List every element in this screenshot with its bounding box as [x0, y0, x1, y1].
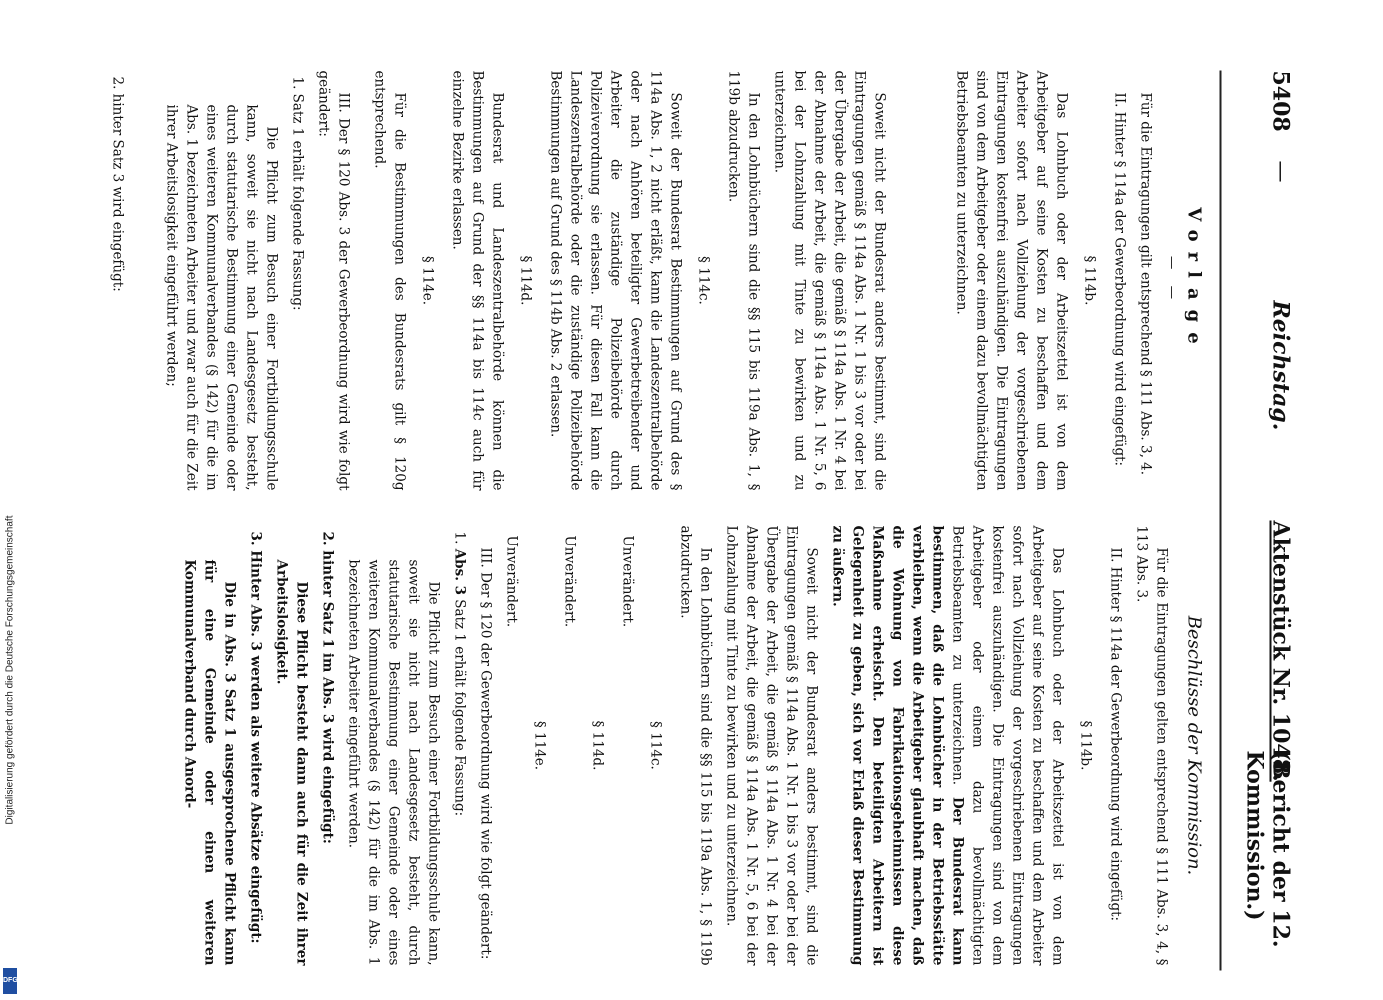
- quoted-text: Die in Abs. 3 Satz 1 ausgesprochene Pflicht kann für eine Gemeinde oder einen weiteren Kommunalverband durch Anord-: [181, 559, 237, 965]
- section-heading: § 114b.: [1081, 255, 1097, 305]
- section-heading: § 114d.: [517, 255, 533, 305]
- amendment-text: Der Bundesrat kann bestimmen, daß die Lohnbücher in der Betriebsstätte verbleiben, wenn die Arbeitgeber glaubhaft machen, daß die Wohnung von Fabrikationsgeheimnissen diese Maßnahme erheischt. Den beteiligten Arbeitern ist Gelegenheit zu geben, sich vor Erlaß dieser Bestimmung zu äußern.: [829, 525, 965, 965]
- paragraph: III. Der § 120 Abs. 3 der Gewerbeordnung wird wie folgt geändert:: [315, 70, 351, 490]
- paragraph: Bundesrat und Landeszentralbehörde können die Bestimmungen auf Grund der §§ 114a bis 114c auch für einzelne Bezirke erlassen.: [449, 70, 505, 490]
- section-heading: § 114e.: [531, 720, 547, 770]
- dfg-logo: DFG: [3, 968, 17, 994]
- credit-text: Digitalisierung gefördert durch die Deutsche Forschungsgemeinschaft: [4, 515, 16, 825]
- header-rule: [1219, 70, 1221, 970]
- section-heading: § 114c.: [695, 255, 711, 305]
- unchanged-note: Unverändert.: [619, 535, 635, 627]
- column-title-right: Beschlüsse der Kommission.: [1183, 615, 1204, 875]
- page-number: 5408: [1267, 70, 1293, 132]
- section-heading: § 114c.: [647, 720, 663, 770]
- paragraph: II. Hinter § 114a der Gewerbeordnung wird eingefügt:: [1111, 92, 1127, 466]
- section-heading: § 114e.: [419, 255, 435, 305]
- paragraph: Das Lohnbuch oder der Arbeitszettel ist von dem Arbeitgeber auf seine Kosten zu beschaffen und dem Arbeiter sofort nach Vollziehung der vorgeschriebenen Eintragungen kostenfrei auszuhändigen. Die Eintragungen sind von dem Arbeitgeber oder einem dazu bevollmächtigten Betriebsbeamten zu unterzeichnen. Der Bundesrat kann bestimmen, daß die Lohnbücher in der Betriebsstätte verbleiben, wenn die Arbeitgeber glaubhaft machen, daß die Wohnung von Fabrikationsgeheimnissen diese Maßnahme erheischt. Den beteiligten Arbeitern ist Gelegenheit zu geben, sich vor Erlaß dieser Bestimmung zu äußern.: [829, 525, 1065, 965]
- title-dash-left: — —: [1163, 255, 1179, 305]
- paragraph: Für die Bestimmungen des Bundesrats gilt § 120g entsprechend.: [371, 70, 407, 490]
- column-title-left: Vorlage: [1183, 206, 1204, 354]
- journal-title: Reichstag.: [1267, 300, 1293, 430]
- paragraph: In den Lohnbüchern sind die §§ 115 bis 119a Abs. 1, § 119b abzudrucken.: [677, 525, 713, 965]
- list-item: 1. Satz 1 erhält folgende Fassung:: [289, 76, 305, 311]
- paragraph: II. Hinter § 114a der Gewerbeordnung wird eingefügt:: [1107, 547, 1123, 921]
- header-dash: —: [1268, 160, 1293, 182]
- paragraph: Das Lohnbuch oder der Arbeitszettel ist von dem Arbeitgeber auf seine Kosten zu beschaffen und dem Arbeiter sofort nach Vollziehung der vorgeschriebenen Eintragungen kostenfrei auszuhändigen. Die Eintragungen sind von dem Arbeitgeber oder einem dazu bevollmächtigten Betriebsbeamten zu unterzeichnen.: [953, 70, 1069, 490]
- section-heading: § 114b.: [1077, 720, 1093, 770]
- paragraph: Für die Eintragungen gilt entsprechend § 111 Abs. 3, 4.: [1137, 92, 1153, 475]
- paragraph: Für die Eintragungen gelten entsprechend § 111 Abs. 3, 4, § 113 Abs. 3.: [1133, 525, 1169, 965]
- quoted-text: Diese Pflicht besteht dann auch für die Zeit ihrer Arbeitslosigkeit.: [273, 559, 309, 965]
- report-title: (Bericht der 12. Kommission.): [1241, 750, 1293, 948]
- unchanged-note: Unverändert.: [503, 535, 519, 627]
- unchanged-note: Unverändert.: [561, 535, 577, 627]
- paragraph: Soweit der Bundesrat Bestimmungen auf Grund des § 114a Abs. 1, 2 nicht erläßt, kann die Landeszentralbehörde oder nach Anhören beteiligter Gewerbetreibender und Arbeiter die zuständige Polizeibehörde durch Polizeiverordnung sie erlassen. Für diesen Fall kann die Landeszentralbehörde oder die zuständige Polizeibehörde Bestimmungen auf Grund des § 114b Abs. 2 erlassen.: [547, 70, 683, 490]
- quoted-text: Die Pflicht zum Besuch einer Fortbildungsschule kann, soweit sie nicht nach Landesgesetz besteht, durch statutarische Bestimmung einer Gemeinde oder eines weiteren Kommunalverbandes (§ 142) für die im Abs. 1 bezeichneten Arbeiter eingeführt werden.: [345, 559, 441, 965]
- section-heading: § 114d.: [589, 720, 605, 770]
- digitization-credit: [0, 500, 20, 1000]
- document-number: Aktenstück Nr. 1048.: [1267, 520, 1293, 782]
- list-item: 3. Hinter Abs. 3 werden als weitere Absätze eingefügt:: [247, 531, 263, 944]
- list-item: 2. hinter Satz 3 wird eingefügt:: [109, 76, 125, 292]
- page-header: [1233, 70, 1293, 970]
- paragraph: Soweit nicht der Bundesrat anders bestimmt, sind die Eintragungen gemäß § 114a Abs. 1 Nr. 1 bis 3 vor oder bei der Übergabe der Arbeit, die gemäß § 114a Abs. 1 Nr. 4 bei der Abnahme der Arbeit, die gemäß § 114a Abs. 1 Nr. 5, 6 bei der Lohnzahlung mit Tinte zu bewirken und zu unterzeichnen.: [723, 525, 819, 965]
- paragraph: III. Der § 120 der Gewerbeordnung wird wie folgt geändert:: [477, 547, 493, 959]
- column-beschluesse: [173, 525, 1203, 965]
- column-vorlage: [101, 70, 1203, 490]
- list-item: 2. hinter Satz 1 im Abs. 3 wird eingefügt:: [319, 531, 335, 844]
- list-item: 1. Abs. 3 Satz 1 erhält folgende Fassung:: [451, 531, 467, 816]
- quoted-text: Die Pflicht zum Besuch einer Fortbildungsschule kann, soweit sie nicht nach Landesgesetz besteht, durch statutarische Bestimmung einer Gemeinde oder eines weiteren Kommunalverbandes (§ 142) für die im Abs. 1 bezeichneten Arbeiter und zwar auch für die Zeit ihrer Arbeitslosigkeit eingeführt werden;: [163, 104, 279, 490]
- paragraph: In den Lohnbüchern sind die §§ 115 bis 119a Abs. 1, § 119b abzudrucken.: [725, 70, 761, 490]
- paragraph: Soweit nicht der Bundesrat anders bestimmt, sind die Eintragungen gemäß § 114a Abs. 1 Nr. 1 bis 3 vor oder bei der Übergabe der Arbeit, die gemäß § 114a Abs. 1 Nr. 4 bei der Abnahme der Arbeit, die gemäß § 114a Abs. 1 Nr. 5, 6 bei der Lohnzahlung mit Tinte zu bewirken und zu unterzeichnen.: [771, 70, 887, 490]
